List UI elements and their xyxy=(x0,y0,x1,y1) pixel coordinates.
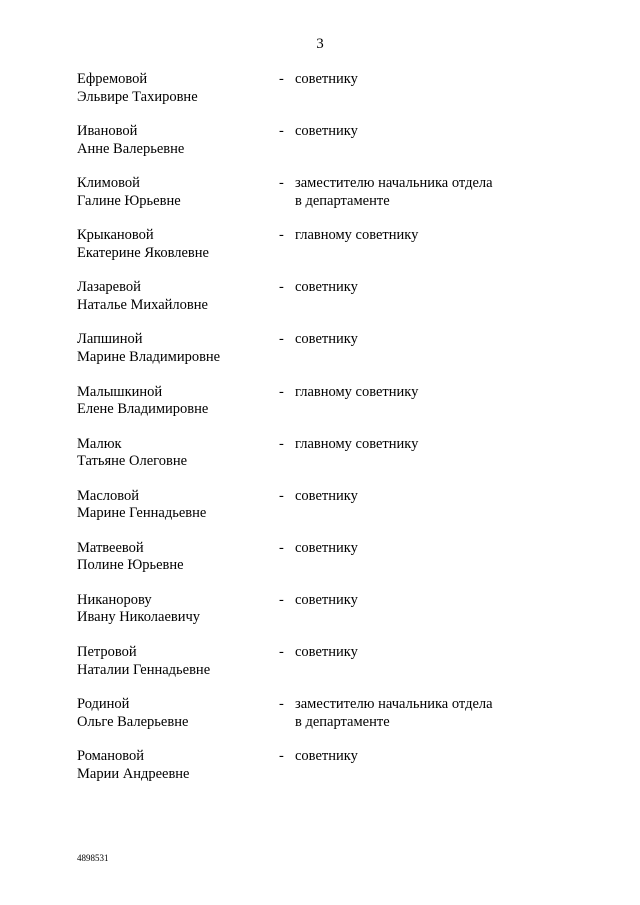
list-item xyxy=(77,279,557,331)
person-given-name: Ольге Валерьевне xyxy=(77,713,189,730)
list-item xyxy=(77,644,557,696)
separator-dash: - xyxy=(279,487,284,504)
position-line: главному советнику xyxy=(295,227,419,244)
person-given-name: Марии Андреевне xyxy=(77,765,190,782)
position-line: советнику xyxy=(295,591,358,608)
person-name xyxy=(77,748,277,783)
position-title xyxy=(295,592,535,610)
position-title xyxy=(295,175,535,210)
person-name xyxy=(77,175,277,210)
separator-dash: - xyxy=(279,435,284,452)
appointment-list xyxy=(77,71,557,800)
position-title xyxy=(295,644,535,662)
person-surname: Малышкиной xyxy=(77,383,163,400)
person-name xyxy=(77,436,277,471)
person-surname: Ефремовой xyxy=(77,71,148,87)
position-title xyxy=(295,488,535,506)
separator-dash: - xyxy=(279,227,284,244)
position-title xyxy=(295,227,535,245)
person-name xyxy=(77,384,277,419)
list-item xyxy=(77,175,557,227)
person-surname: Крыкановой xyxy=(77,227,154,244)
person-name xyxy=(77,227,277,262)
person-name xyxy=(77,644,277,679)
position-title xyxy=(295,123,535,141)
person-name xyxy=(77,279,277,314)
person-name xyxy=(77,592,277,627)
position-title xyxy=(295,331,535,349)
person-given-name: Анне Валерьевне xyxy=(77,140,185,157)
separator-dash: - xyxy=(279,696,284,713)
list-item xyxy=(77,488,557,540)
list-item xyxy=(77,384,557,436)
person-surname: Ивановой xyxy=(77,123,138,140)
list-item xyxy=(77,123,557,175)
position-line: советнику xyxy=(295,487,358,504)
person-surname: Малюк xyxy=(77,435,122,452)
position-title xyxy=(295,71,535,89)
separator-dash: - xyxy=(279,175,284,192)
position-line: советнику xyxy=(295,644,358,661)
position-line: главному советнику xyxy=(295,383,419,400)
position-title xyxy=(295,696,535,731)
separator-dash: - xyxy=(279,123,284,140)
list-item xyxy=(77,227,557,279)
document-code: 4898531 xyxy=(77,853,109,863)
position-title xyxy=(295,748,535,766)
list-item xyxy=(77,748,557,800)
list-item xyxy=(77,71,557,123)
separator-dash: - xyxy=(279,331,284,348)
position-line: советнику xyxy=(295,748,358,765)
person-given-name: Марине Геннадьевне xyxy=(77,505,207,522)
position-line: советнику xyxy=(295,279,358,296)
list-item xyxy=(77,696,557,748)
position-line: советнику xyxy=(295,123,358,140)
position-line: советнику xyxy=(295,331,358,348)
person-surname: Лапшиной xyxy=(77,331,143,348)
page-number: 3 xyxy=(316,36,324,52)
position-line: советнику xyxy=(295,71,358,87)
separator-dash: - xyxy=(279,539,284,556)
person-name xyxy=(77,488,277,523)
person-given-name: Галине Юрьевне xyxy=(77,192,181,209)
position-line: в департаменте xyxy=(295,713,390,730)
person-surname: Масловой xyxy=(77,487,140,504)
person-given-name: Эльвире Тахировне xyxy=(77,88,198,105)
person-surname: Родиной xyxy=(77,696,130,713)
person-given-name: Ивану Николаевичу xyxy=(77,609,201,626)
person-surname: Романовой xyxy=(77,748,144,765)
person-surname: Матвеевой xyxy=(77,539,144,556)
separator-dash: - xyxy=(279,383,284,400)
person-given-name: Наталье Михайловне xyxy=(77,296,208,313)
person-surname: Никанорову xyxy=(77,591,152,608)
position-line: советнику xyxy=(295,539,358,556)
position-line: заместителю начальника отдела xyxy=(295,696,493,713)
position-title xyxy=(295,384,535,402)
position-title xyxy=(295,279,535,297)
position-line: заместителю начальника отдела xyxy=(295,175,493,192)
position-title xyxy=(295,436,535,454)
person-given-name: Наталии Геннадьевне xyxy=(77,661,211,678)
person-name xyxy=(77,696,277,731)
separator-dash: - xyxy=(279,591,284,608)
person-surname: Лазаревой xyxy=(77,279,141,296)
person-surname: Петровой xyxy=(77,644,137,661)
person-name xyxy=(77,123,277,158)
person-given-name: Полине Юрьевне xyxy=(77,557,184,574)
person-given-name: Татьяне Олеговне xyxy=(77,453,188,470)
list-item xyxy=(77,436,557,488)
person-name xyxy=(77,71,277,106)
position-line: в департаменте xyxy=(295,192,390,209)
separator-dash: - xyxy=(279,279,284,296)
person-given-name: Марине Владимировне xyxy=(77,348,221,365)
separator-dash: - xyxy=(279,748,284,765)
person-name xyxy=(77,331,277,366)
position-line: главному советнику xyxy=(295,435,419,452)
separator-dash: - xyxy=(279,71,284,87)
person-surname: Климовой xyxy=(77,175,140,192)
position-title xyxy=(295,540,535,558)
person-given-name: Елене Владимировне xyxy=(77,401,209,418)
person-given-name: Екатерине Яковлевне xyxy=(77,244,209,261)
list-item xyxy=(77,540,557,592)
person-name xyxy=(77,540,277,575)
separator-dash: - xyxy=(279,644,284,661)
list-item xyxy=(77,331,557,383)
list-item xyxy=(77,592,557,644)
